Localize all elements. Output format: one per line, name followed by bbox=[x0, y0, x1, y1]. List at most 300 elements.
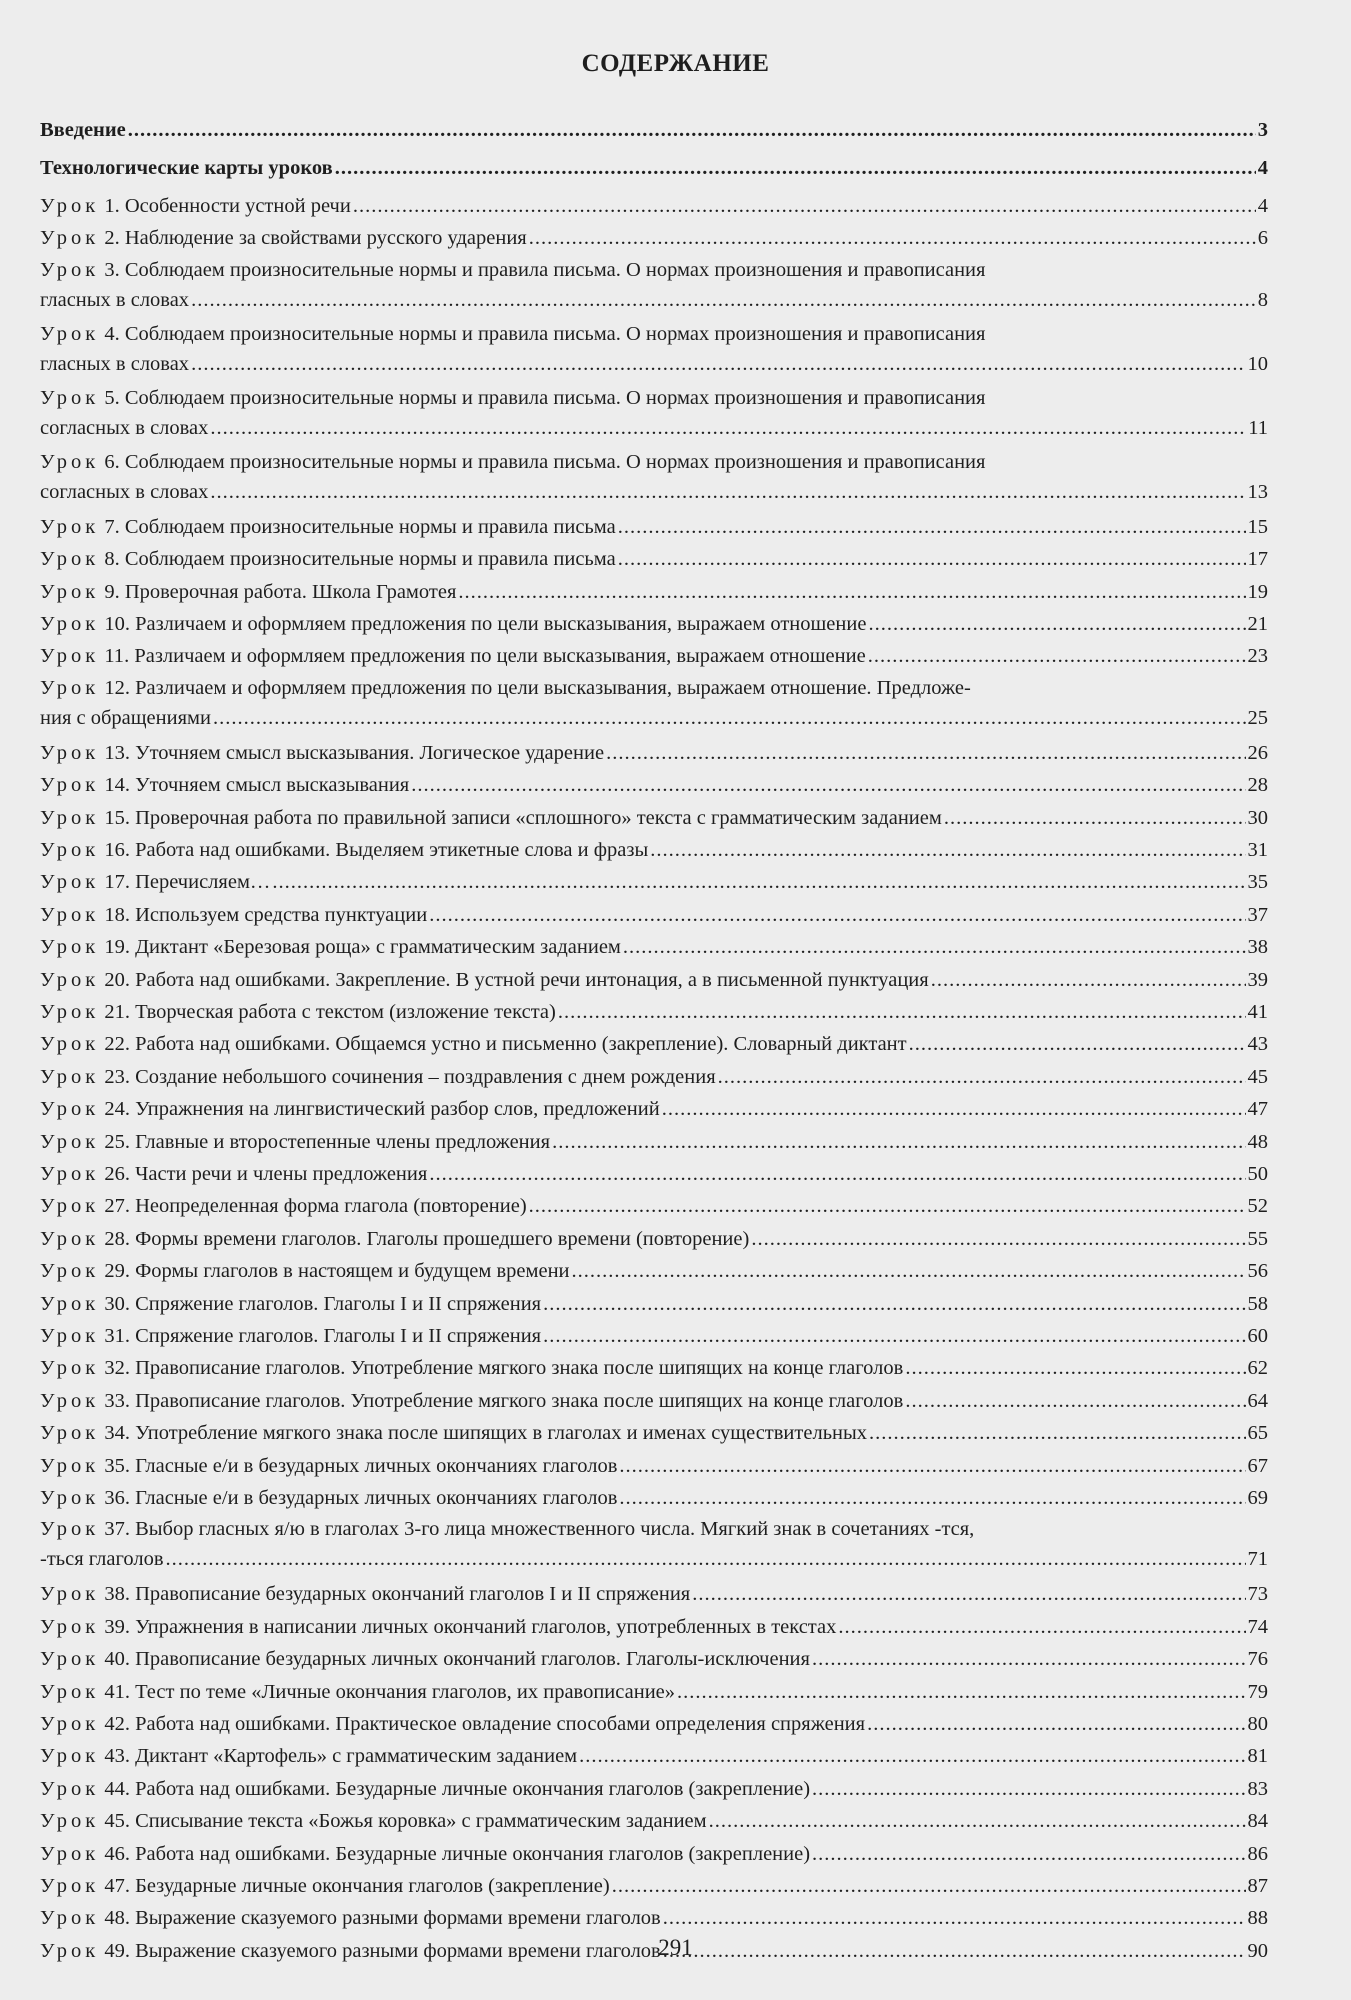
lesson-prefix: Урок bbox=[40, 806, 100, 829]
lesson-number: 5 bbox=[104, 386, 115, 409]
toc-page-number: 90 bbox=[1247, 1939, 1268, 1962]
lesson-label: 44. Работа над ошибками. Безударные личные окончания глаголов (закрепление) bbox=[104, 1777, 811, 1800]
lesson-prefix: Урок bbox=[40, 1292, 100, 1315]
toc-lesson-entry bbox=[40, 1158, 1268, 1190]
lesson-title: Различаем и оформляем предложения по цели высказывания, выражаем отношение bbox=[135, 613, 867, 635]
dot-leader bbox=[751, 1223, 1245, 1255]
lesson-number: 44 bbox=[104, 1777, 125, 1800]
lesson-label: 46. Работа над ошибками. Безударные личные окончания глаголов (закрепление) bbox=[104, 1842, 811, 1865]
lesson-label: 48. Выражение сказуемого разными формами времени глаголов bbox=[104, 1907, 661, 1930]
lesson-label: 10. Различаем и оформляем предложения по цели высказывания, выражаем отношение bbox=[104, 613, 867, 635]
lesson-label: 23. Создание небольшого сочинения – поздравления с днем рождения bbox=[104, 1065, 716, 1088]
lesson-title: Работа над ошибками. Выделяем этикетные слова и фразы bbox=[135, 839, 649, 861]
toc-line bbox=[40, 285, 1268, 315]
lesson-prefix: Урок bbox=[40, 968, 100, 991]
lesson-prefix: Урок bbox=[40, 1454, 100, 1477]
lesson-number: 28 bbox=[104, 1227, 125, 1250]
toc-page-number: 83 bbox=[1247, 1777, 1268, 1800]
lesson-prefix: Урок bbox=[40, 227, 100, 250]
toc-line bbox=[40, 1773, 1268, 1805]
lesson-label: 36. Гласные е/и в безударных личных окончаниях глаголов bbox=[104, 1487, 618, 1509]
lesson-prefix: Урок bbox=[40, 1648, 100, 1671]
toc-line bbox=[40, 319, 1268, 349]
lesson-label: 6. Соблюдаем произносительные нормы и правила письма. О нормах произношения и правописания bbox=[104, 450, 986, 473]
toc-page-number: 76 bbox=[1247, 1648, 1268, 1671]
lesson-label: 21. Творческая работа с текстом (изложение текста) bbox=[104, 1001, 556, 1023]
toc-line bbox=[40, 737, 1268, 769]
lesson-number: 47 bbox=[104, 1875, 125, 1897]
lesson-title: Безударные личные окончания глаголов (закрепление) bbox=[135, 1875, 610, 1897]
dot-leader bbox=[572, 1255, 1246, 1287]
toc-page-number: 6 bbox=[1257, 227, 1268, 250]
lesson-label: 35. Гласные е/и в безударных личных окончаниях глаголов bbox=[104, 1454, 618, 1477]
lesson-prefix: Урок bbox=[40, 1907, 100, 1930]
lesson-number: 12 bbox=[104, 676, 125, 699]
lesson-prefix: Урок bbox=[40, 1875, 100, 1897]
lesson-label: 12. Различаем и оформляем предложения по цели высказывания, выражаем отношение. Предложе- bbox=[104, 676, 971, 699]
lesson-title: Выражение сказуемого разными формами времени глаголов bbox=[135, 1939, 661, 1962]
toc-page-number: 23 bbox=[1247, 645, 1268, 668]
lesson-prefix: Урок bbox=[40, 1583, 100, 1606]
lesson-number: 38 bbox=[104, 1583, 125, 1606]
toc-line bbox=[40, 1450, 1268, 1482]
lesson-prefix: Урок bbox=[40, 1615, 100, 1638]
toc-page-number: 25 bbox=[1247, 706, 1268, 729]
lesson-label: 43. Диктант «Картофель» с грамматическим заданием bbox=[104, 1745, 578, 1768]
lesson-label: 47. Безударные личные окончания глаголов (закрепление) bbox=[104, 1875, 610, 1897]
lesson-label: 45. Списывание текста «Божья коровка» с грамматическим заданием bbox=[104, 1810, 707, 1833]
lesson-prefix: Урок bbox=[40, 386, 100, 409]
toc-lesson-entry bbox=[40, 222, 1268, 254]
lesson-number: 14 bbox=[104, 774, 125, 797]
lesson-prefix: Урок bbox=[40, 645, 100, 668]
lesson-number: 2 bbox=[104, 227, 115, 250]
lesson-prefix: Урок bbox=[40, 1098, 100, 1121]
dot-leader bbox=[411, 769, 1245, 801]
lesson-number: 7 bbox=[104, 515, 115, 538]
toc-line bbox=[40, 576, 1268, 608]
dot-leader bbox=[623, 931, 1246, 963]
lesson-prefix: Урок bbox=[40, 450, 100, 473]
dot-leader bbox=[210, 413, 1246, 443]
lesson-label: 8. Соблюдаем произносительные нормы и правила письма bbox=[104, 548, 616, 571]
toc-section bbox=[40, 114, 1268, 146]
toc-section-label: Технологические карты уроков bbox=[40, 157, 333, 179]
toc-page-number: 67 bbox=[1247, 1454, 1268, 1477]
lesson-prefix: Урок bbox=[40, 1680, 100, 1703]
toc-line bbox=[40, 1578, 1268, 1610]
toc-line bbox=[40, 1838, 1268, 1870]
toc-lesson-entry bbox=[40, 1352, 1268, 1384]
dot-leader bbox=[812, 1838, 1245, 1870]
toc-page-number: 58 bbox=[1247, 1292, 1268, 1315]
toc-lesson-entry bbox=[40, 255, 1268, 315]
toc-page-number: 74 bbox=[1247, 1615, 1268, 1638]
dot-leader bbox=[612, 1870, 1246, 1902]
lesson-title: Спряжение глаголов. Глаголы I и II спряжения bbox=[135, 1292, 542, 1315]
dot-leader bbox=[191, 285, 1256, 315]
lesson-title-continued: согласных в словах bbox=[40, 480, 209, 503]
lesson-title: Правописание глаголов. Употребление мягкого знака после шипящих на конце глаголов bbox=[135, 1357, 904, 1380]
lesson-title: Диктант «Березовая роща» с грамматическим заданием bbox=[135, 936, 621, 959]
lesson-number: 24 bbox=[104, 1098, 125, 1121]
lesson-prefix: Урок bbox=[40, 548, 100, 571]
lesson-number: 39 bbox=[104, 1615, 125, 1638]
dot-leader bbox=[931, 964, 1246, 996]
lesson-label: 49. Выражение сказуемого разными формами времени глаголов bbox=[104, 1939, 661, 1962]
lesson-prefix: Урок bbox=[40, 1810, 100, 1833]
lesson-title: Проверочная работа по правильной записи «сплошного» текста с грамматическим заданием bbox=[135, 806, 942, 829]
dot-leader bbox=[619, 1482, 1245, 1514]
lesson-label: 38. Правописание безударных окончаний глаголов I и II спряжения bbox=[104, 1583, 691, 1606]
toc-line bbox=[40, 190, 1268, 222]
lesson-number: 37 bbox=[104, 1518, 125, 1541]
toc-line bbox=[40, 1544, 1268, 1574]
lesson-title: Соблюдаем произносительные нормы и правила письма bbox=[124, 515, 616, 538]
toc-line bbox=[40, 1126, 1268, 1158]
toc-lesson-entry bbox=[40, 1028, 1268, 1060]
toc-page-number: 69 bbox=[1247, 1487, 1268, 1509]
toc-line bbox=[40, 1028, 1268, 1060]
toc-lesson-entry bbox=[40, 1320, 1268, 1352]
toc-page-number: 31 bbox=[1247, 839, 1268, 861]
toc-lesson-entry bbox=[40, 1514, 1268, 1574]
toc-page-number: 48 bbox=[1247, 1130, 1268, 1153]
lesson-number: 8 bbox=[104, 548, 115, 571]
toc-line bbox=[40, 703, 1268, 733]
lesson-title: Гласные е/и в безударных личных окончаниях глаголов bbox=[135, 1454, 618, 1477]
lesson-title: Работа над ошибками. Безударные личные окончания глаголов (закрепление) bbox=[135, 1777, 811, 1800]
toc-line bbox=[40, 608, 1268, 640]
lesson-number: 13 bbox=[104, 741, 125, 764]
lesson-prefix: Урок bbox=[40, 1713, 100, 1735]
lesson-title: Выражение сказуемого разными формами времени глаголов bbox=[135, 1907, 661, 1930]
lesson-prefix: Урок bbox=[40, 1195, 100, 1218]
lesson-title: Соблюдаем произносительные нормы и правила письма. О нормах произношения и правописания bbox=[124, 322, 986, 345]
toc-page-number: 11 bbox=[1248, 416, 1268, 439]
lesson-label: 37. Выбор гласных я/ю в глаголах 3-го лица множественного числа. Мягкий знак в сочетаниях -тся, bbox=[104, 1518, 975, 1541]
dot-leader bbox=[709, 1805, 1246, 1837]
dot-leader bbox=[838, 1611, 1245, 1643]
lesson-number: 21 bbox=[104, 1001, 125, 1023]
lesson-title: Упражнения в написании личных окончаний глаголов, употребленных в текстах bbox=[135, 1615, 837, 1638]
toc-line bbox=[40, 834, 1268, 866]
toc-page-number: 50 bbox=[1247, 1163, 1268, 1185]
toc-line bbox=[40, 349, 1268, 379]
toc-lesson-entry bbox=[40, 996, 1268, 1028]
dot-leader bbox=[353, 190, 1256, 222]
lesson-number: 41 bbox=[104, 1680, 125, 1703]
toc-page-number: 35 bbox=[1247, 871, 1268, 894]
toc-line bbox=[40, 477, 1268, 507]
dot-leader bbox=[944, 802, 1246, 834]
dot-leader bbox=[909, 1028, 1246, 1060]
lesson-number: 1 bbox=[104, 195, 115, 217]
toc-lesson-entry bbox=[40, 640, 1268, 672]
toc-lesson-entry bbox=[40, 1093, 1268, 1125]
lesson-prefix: Урок bbox=[40, 1842, 100, 1865]
toc-page-number: 52 bbox=[1247, 1195, 1268, 1218]
lesson-title: Правописание безударных окончаний глаголов I и II спряжения bbox=[135, 1583, 691, 1606]
toc-page-number: 86 bbox=[1247, 1842, 1268, 1865]
toc-line bbox=[40, 1320, 1268, 1352]
toc-line bbox=[40, 1805, 1268, 1837]
toc-lesson-entry bbox=[40, 1902, 1268, 1934]
toc-line bbox=[40, 964, 1268, 996]
toc-page-number: 71 bbox=[1247, 1548, 1268, 1571]
lesson-title: Создание небольшого сочинения – поздравления с днем рождения bbox=[135, 1065, 716, 1088]
toc-page-number: 64 bbox=[1247, 1389, 1268, 1412]
lesson-label: 41. Тест по теме «Личные окончания глаголов, их правописание» bbox=[104, 1680, 676, 1703]
lesson-number: 15 bbox=[104, 806, 125, 829]
toc-lesson-entry bbox=[40, 1385, 1268, 1417]
dot-leader bbox=[543, 1320, 1245, 1352]
lesson-prefix: Урок bbox=[40, 774, 100, 797]
toc-lesson-entry bbox=[40, 1578, 1268, 1610]
lesson-label: 15. Проверочная работа по правильной записи «сплошного» текста с грамматическим заданием bbox=[104, 806, 942, 829]
lesson-prefix: Урок bbox=[40, 258, 100, 281]
toc-page-number: 8 bbox=[1257, 288, 1268, 311]
lesson-label: 9. Проверочная работа. Школа Грамотея bbox=[104, 580, 457, 603]
lesson-number: 16 bbox=[104, 839, 125, 861]
lesson-prefix: Урок bbox=[40, 839, 100, 861]
lesson-title: Соблюдаем произносительные нормы и правила письма bbox=[124, 548, 616, 571]
lesson-label: 29. Формы глаголов в настоящем и будущем времени bbox=[104, 1260, 570, 1283]
toc-line bbox=[40, 255, 1268, 285]
lesson-title: Соблюдаем произносительные нормы и правила письма. О нормах произношения и правописания bbox=[124, 258, 986, 281]
lesson-label: 32. Правописание глаголов. Употребление мягкого знака после шипящих на конце глаголов bbox=[104, 1357, 904, 1380]
lesson-label: 22. Работа над ошибками. Общаемся устно и письменно (закрепление). Словарный диктант bbox=[104, 1033, 907, 1056]
lesson-label: 34. Употребление мягкого знака после шипящих в глаголах и именах существительных bbox=[104, 1422, 868, 1445]
lesson-prefix: Урок bbox=[40, 1260, 100, 1283]
toc-page-number: 13 bbox=[1247, 480, 1268, 503]
toc-line bbox=[40, 1708, 1268, 1740]
dot-leader bbox=[692, 1578, 1245, 1610]
lesson-prefix: Урок bbox=[40, 1777, 100, 1800]
lesson-number: 42 bbox=[104, 1713, 125, 1735]
lesson-title-continued: -ться глаголов bbox=[40, 1548, 164, 1571]
toc-line bbox=[40, 1385, 1268, 1417]
toc-line bbox=[40, 1870, 1268, 1902]
lesson-label: 39. Упражнения в написании личных окончаний глаголов, употребленных в текстах bbox=[104, 1615, 837, 1638]
page-number: 291 bbox=[658, 1935, 693, 1960]
lesson-label: 3. Соблюдаем произносительные нормы и правила письма. О нормах произношения и правописания bbox=[104, 258, 986, 281]
toc-page-number: 17 bbox=[1247, 548, 1268, 571]
lesson-number: 31 bbox=[104, 1325, 125, 1347]
toc-line bbox=[40, 1255, 1268, 1287]
toc-line bbox=[40, 1190, 1268, 1222]
lesson-title: Соблюдаем произносительные нормы и правила письма. О нормах произношения и правописания bbox=[124, 450, 986, 473]
toc-page-number: 15 bbox=[1247, 515, 1268, 538]
lesson-number: 34 bbox=[104, 1422, 125, 1445]
toc-line bbox=[40, 931, 1268, 963]
toc-page-number: 41 bbox=[1247, 1001, 1268, 1023]
lesson-title: Работа над ошибками. Безударные личные окончания глаголов (закрепление) bbox=[135, 1842, 811, 1865]
lesson-label: 14. Уточняем смысл высказывания bbox=[104, 774, 410, 797]
lesson-title: Употребление мягкого знака после шипящих в глаголах и именах существительных bbox=[135, 1422, 868, 1445]
lesson-label: 5. Соблюдаем произносительные нормы и правила письма. О нормах произношения и правописания bbox=[104, 386, 986, 409]
dot-leader bbox=[272, 866, 1245, 898]
lesson-prefix: Урок bbox=[40, 1033, 100, 1056]
toc-lesson-entry bbox=[40, 1611, 1268, 1643]
dot-leader bbox=[677, 1676, 1245, 1708]
lesson-number: 10 bbox=[104, 613, 125, 635]
lesson-number: 19 bbox=[104, 936, 125, 959]
lesson-number: 48 bbox=[104, 1907, 125, 1930]
toc-page-number: 21 bbox=[1247, 613, 1268, 635]
lesson-prefix: Урок bbox=[40, 1163, 100, 1185]
lesson-prefix: Урок bbox=[40, 613, 100, 635]
dot-leader bbox=[812, 1643, 1246, 1675]
toc-page-number: 73 bbox=[1247, 1583, 1268, 1606]
lesson-label: 31. Спряжение глаголов. Глаголы I и II спряжения bbox=[104, 1325, 542, 1347]
lesson-title: Уточняем смысл высказывания bbox=[135, 774, 410, 797]
lesson-title: Части речи и члены предложения bbox=[135, 1163, 428, 1185]
lesson-prefix: Урок bbox=[40, 741, 100, 764]
lesson-number: 25 bbox=[104, 1130, 125, 1153]
lesson-title: Наблюдение за свойствами русского ударения bbox=[124, 227, 527, 250]
dot-leader bbox=[128, 114, 1256, 146]
toc-line bbox=[40, 866, 1268, 898]
toc-line bbox=[40, 1643, 1268, 1675]
lesson-number: 26 bbox=[104, 1163, 125, 1185]
lesson-label: 11. Различаем и оформляем предложения по цели высказывания, выражаем отношение bbox=[104, 645, 866, 668]
toc-page-number: 47 bbox=[1247, 1098, 1268, 1121]
toc-lesson-entry bbox=[40, 1805, 1268, 1837]
toc-lesson-entry bbox=[40, 190, 1268, 222]
toc-lesson-entry bbox=[40, 319, 1268, 379]
toc-page-number: 80 bbox=[1247, 1713, 1268, 1735]
toc-line bbox=[40, 222, 1268, 254]
toc-page-number: 55 bbox=[1247, 1227, 1268, 1250]
lesson-title: Формы глаголов в настоящем и будущем времени bbox=[135, 1260, 570, 1283]
toc-page-number: 84 bbox=[1247, 1810, 1268, 1833]
toc-lesson-entry bbox=[40, 1450, 1268, 1482]
toc-lesson-entry bbox=[40, 899, 1268, 931]
dot-leader bbox=[718, 1061, 1246, 1093]
toc-line bbox=[40, 1352, 1268, 1384]
lesson-title-continued: гласных в словах bbox=[40, 288, 190, 311]
dot-leader bbox=[869, 1417, 1245, 1449]
dot-leader bbox=[662, 1093, 1246, 1125]
toc-lesson-entry bbox=[40, 543, 1268, 575]
lesson-prefix: Урок bbox=[40, 1065, 100, 1088]
toc-page-number: 37 bbox=[1247, 903, 1268, 926]
dot-leader bbox=[618, 543, 1246, 575]
toc-lesson-entry bbox=[40, 1870, 1268, 1902]
lesson-prefix: Урок bbox=[40, 1389, 100, 1412]
dot-leader bbox=[618, 511, 1246, 543]
dot-leader bbox=[166, 1544, 1246, 1574]
lesson-label: 2. Наблюдение за свойствами русского ударения bbox=[104, 227, 527, 250]
toc-lesson-entry bbox=[40, 866, 1268, 898]
lesson-prefix: Урок bbox=[40, 1130, 100, 1153]
lesson-prefix: Урок bbox=[40, 1518, 100, 1541]
lesson-label: 26. Части речи и члены предложения bbox=[104, 1163, 428, 1185]
toc-line bbox=[40, 1514, 1268, 1544]
dot-leader bbox=[650, 834, 1245, 866]
lesson-number: 23 bbox=[104, 1065, 125, 1088]
toc-lesson-entry bbox=[40, 737, 1268, 769]
toc-line bbox=[40, 114, 1268, 146]
toc-lesson-entry bbox=[40, 608, 1268, 640]
toc-line bbox=[40, 413, 1268, 443]
lesson-number: 3 bbox=[104, 258, 115, 281]
lesson-label: 25. Главные и второстепенные члены предложения bbox=[104, 1130, 551, 1153]
dot-leader bbox=[552, 1126, 1245, 1158]
lesson-number: 29 bbox=[104, 1260, 125, 1283]
lesson-label: 20. Работа над ошибками. Закрепление. В устной речи интонация, а в письменной пунктуация bbox=[104, 968, 929, 991]
lesson-prefix: Урок bbox=[40, 1325, 100, 1347]
dot-leader bbox=[905, 1352, 1245, 1384]
toc-lesson-entry bbox=[40, 1126, 1268, 1158]
dot-leader bbox=[458, 576, 1245, 608]
toc-lesson-entry bbox=[40, 1838, 1268, 1870]
toc-lesson-entry bbox=[40, 802, 1268, 834]
toc-page-number: 45 bbox=[1247, 1065, 1268, 1088]
toc-lesson-entry bbox=[40, 1708, 1268, 1740]
lesson-number: 17 bbox=[104, 871, 125, 894]
lesson-title: Диктант «Картофель» с грамматическим заданием bbox=[135, 1745, 578, 1768]
toc-lesson-entry bbox=[40, 1482, 1268, 1514]
lesson-title: Правописание безударных личных окончаний глаголов. Глаголы-исключения bbox=[135, 1648, 810, 1671]
lesson-label: 16. Работа над ошибками. Выделяем этикетные слова и фразы bbox=[104, 839, 649, 861]
lesson-title: Правописание глаголов. Употребление мягкого знака после шипящих на конце глаголов bbox=[135, 1389, 904, 1412]
lesson-label: 27. Неопределенная форма глагола (повторение) bbox=[104, 1195, 527, 1218]
toc-page-number: 26 bbox=[1247, 741, 1268, 764]
toc-page-number: 4 bbox=[1257, 157, 1268, 179]
toc-line bbox=[40, 899, 1268, 931]
lesson-number: 27 bbox=[104, 1195, 125, 1218]
lesson-title: Гласные е/и в безударных личных окончаниях глаголов bbox=[135, 1487, 618, 1509]
toc-page-number: 3 bbox=[1257, 119, 1268, 141]
dot-leader bbox=[191, 349, 1245, 379]
toc-page-number: 38 bbox=[1247, 936, 1268, 959]
lesson-prefix: Урок bbox=[40, 1745, 100, 1768]
toc-lesson-entry bbox=[40, 769, 1268, 801]
dot-leader bbox=[335, 152, 1256, 184]
dot-leader bbox=[663, 1902, 1246, 1934]
lesson-number: 33 bbox=[104, 1389, 125, 1412]
toc-line bbox=[40, 383, 1268, 413]
lesson-label: 4. Соблюдаем произносительные нормы и правила письма. О нормах произношения и правописания bbox=[104, 322, 986, 345]
lesson-title: Спряжение глаголов. Глаголы I и II спряжения bbox=[135, 1325, 542, 1347]
toc-line bbox=[40, 1482, 1268, 1514]
toc-lesson-entry bbox=[40, 511, 1268, 543]
lesson-title: Работа над ошибками. Практическое овладение способами определения спряжения bbox=[135, 1713, 866, 1735]
dot-leader bbox=[868, 640, 1246, 672]
lesson-prefix: Урок bbox=[40, 676, 100, 699]
toc-line bbox=[40, 152, 1268, 184]
dot-leader bbox=[905, 1385, 1245, 1417]
lesson-title: Проверочная работа. Школа Грамотея bbox=[124, 580, 457, 603]
toc-line bbox=[40, 802, 1268, 834]
lesson-label: 33. Правописание глаголов. Употребление мягкого знака после шипящих на конце глаголов bbox=[104, 1389, 904, 1412]
dot-leader bbox=[558, 996, 1246, 1028]
dot-leader bbox=[429, 899, 1245, 931]
lesson-label: 30. Спряжение глаголов. Глаголы I и II спряжения bbox=[104, 1292, 542, 1315]
lesson-label: 18. Используем средства пунктуации bbox=[104, 903, 428, 926]
lesson-title-continued: ния с обращениями bbox=[40, 706, 211, 729]
toc-page-number: 87 bbox=[1247, 1875, 1268, 1897]
toc-line bbox=[40, 996, 1268, 1028]
lesson-title: Перечисляем… bbox=[135, 871, 271, 894]
lesson-title: Выбор гласных я/ю в глаголах 3-го лица множественного числа. Мягкий знак в сочетаниях -тся, bbox=[135, 1518, 975, 1541]
toc-page-number: 56 bbox=[1247, 1260, 1268, 1283]
lesson-prefix: Урок bbox=[40, 515, 100, 538]
lesson-number: 35 bbox=[104, 1454, 125, 1477]
lesson-number: 30 bbox=[104, 1292, 125, 1315]
